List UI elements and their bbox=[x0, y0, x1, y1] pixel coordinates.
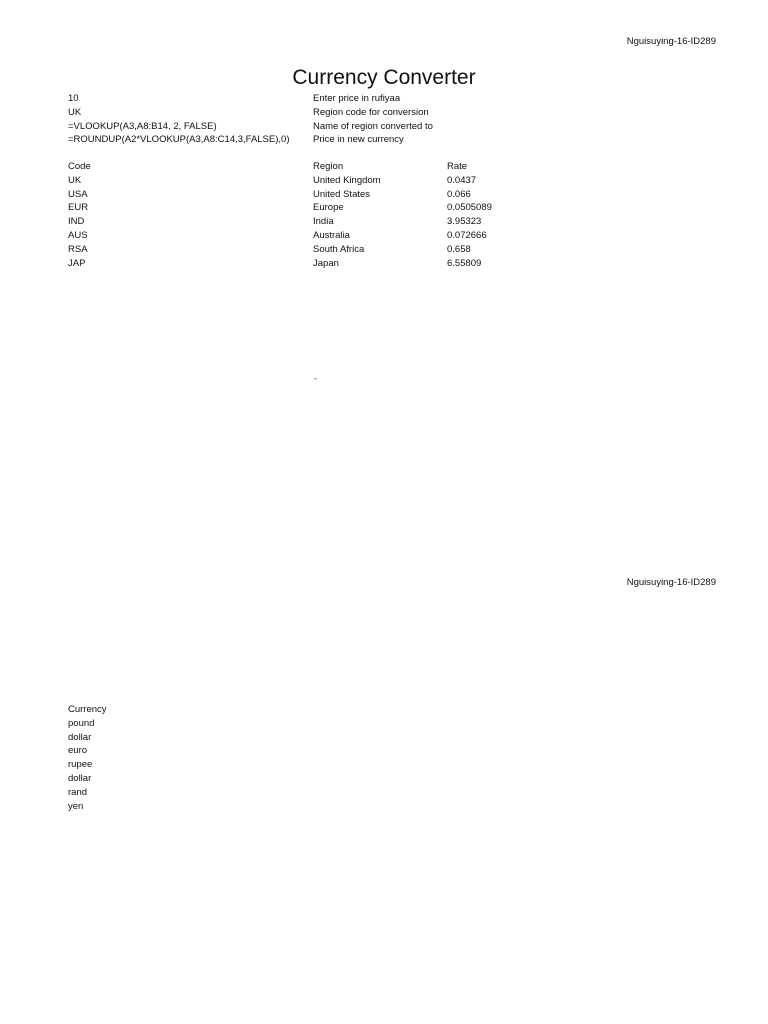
code-description: Region code for conversion bbox=[313, 106, 429, 118]
stray-mark: ` bbox=[314, 377, 318, 388]
code-cell: UK bbox=[68, 174, 82, 186]
rate-cell: 0.072666 bbox=[447, 229, 487, 241]
new-price-description: Price in new currency bbox=[313, 134, 404, 146]
region-cell: Australia bbox=[313, 229, 350, 241]
code-header: Code bbox=[68, 161, 91, 172]
region-cell: India bbox=[313, 216, 334, 228]
currency-column bbox=[68, 703, 107, 813]
currency-cell: yen bbox=[68, 800, 84, 812]
rate-cell: 0.658 bbox=[447, 243, 471, 255]
rate-cell: 6.55809 bbox=[447, 257, 482, 269]
code-cell: JAP bbox=[68, 257, 86, 269]
page-title: Currency Converter bbox=[292, 66, 476, 89]
currency-cell: pound bbox=[68, 717, 95, 729]
code-column bbox=[68, 160, 91, 270]
lookup-formula: =VLOOKUP(A3,A8:B14, 2, FALSE) bbox=[68, 120, 217, 132]
region-cell: United Kingdom bbox=[313, 174, 381, 186]
description-cells bbox=[313, 92, 433, 147]
region-name-description: Name of region converted to bbox=[313, 120, 433, 132]
currency-cell: dollar bbox=[68, 731, 92, 743]
rate-cell: 0.0437 bbox=[447, 174, 477, 186]
code-value: UK bbox=[68, 106, 82, 118]
code-cell: AUS bbox=[68, 229, 88, 241]
code-cell: USA bbox=[68, 188, 88, 200]
currency-cell: rand bbox=[68, 786, 88, 798]
rate-column bbox=[447, 160, 492, 270]
rate-cell: 3.95323 bbox=[447, 216, 482, 228]
code-cell: IND bbox=[68, 216, 85, 228]
rate-header: Rate bbox=[447, 161, 468, 172]
convert-formula: =ROUNDUP(A2*VLOOKUP(A3,A8:C14,3,FALSE),0) bbox=[68, 134, 290, 146]
page-header: Nguisuying-16-ID289 bbox=[626, 36, 716, 47]
currency-cell: dollar bbox=[68, 772, 92, 784]
input-cells bbox=[68, 92, 289, 147]
region-cell: United States bbox=[313, 188, 371, 200]
price-description: Enter price in rufiyaa bbox=[313, 93, 401, 104]
rate-cell: 0.0505089 bbox=[447, 202, 492, 214]
region-cell: South Africa bbox=[313, 243, 365, 255]
currency-header: Currency bbox=[68, 704, 107, 715]
region-cell: Europe bbox=[313, 202, 344, 214]
rate-cell: 0.066 bbox=[447, 188, 471, 200]
region-header: Region bbox=[313, 161, 344, 172]
region-column bbox=[313, 160, 381, 270]
currency-cell: euro bbox=[68, 745, 88, 757]
code-cell: EUR bbox=[68, 202, 89, 214]
code-cell: RSA bbox=[68, 243, 88, 255]
region-cell: Japan bbox=[313, 257, 339, 269]
page-header-2: Nguisuying-16-ID289 bbox=[626, 577, 716, 588]
price-value: 10 bbox=[68, 93, 79, 104]
currency-cell: rupee bbox=[68, 759, 93, 771]
